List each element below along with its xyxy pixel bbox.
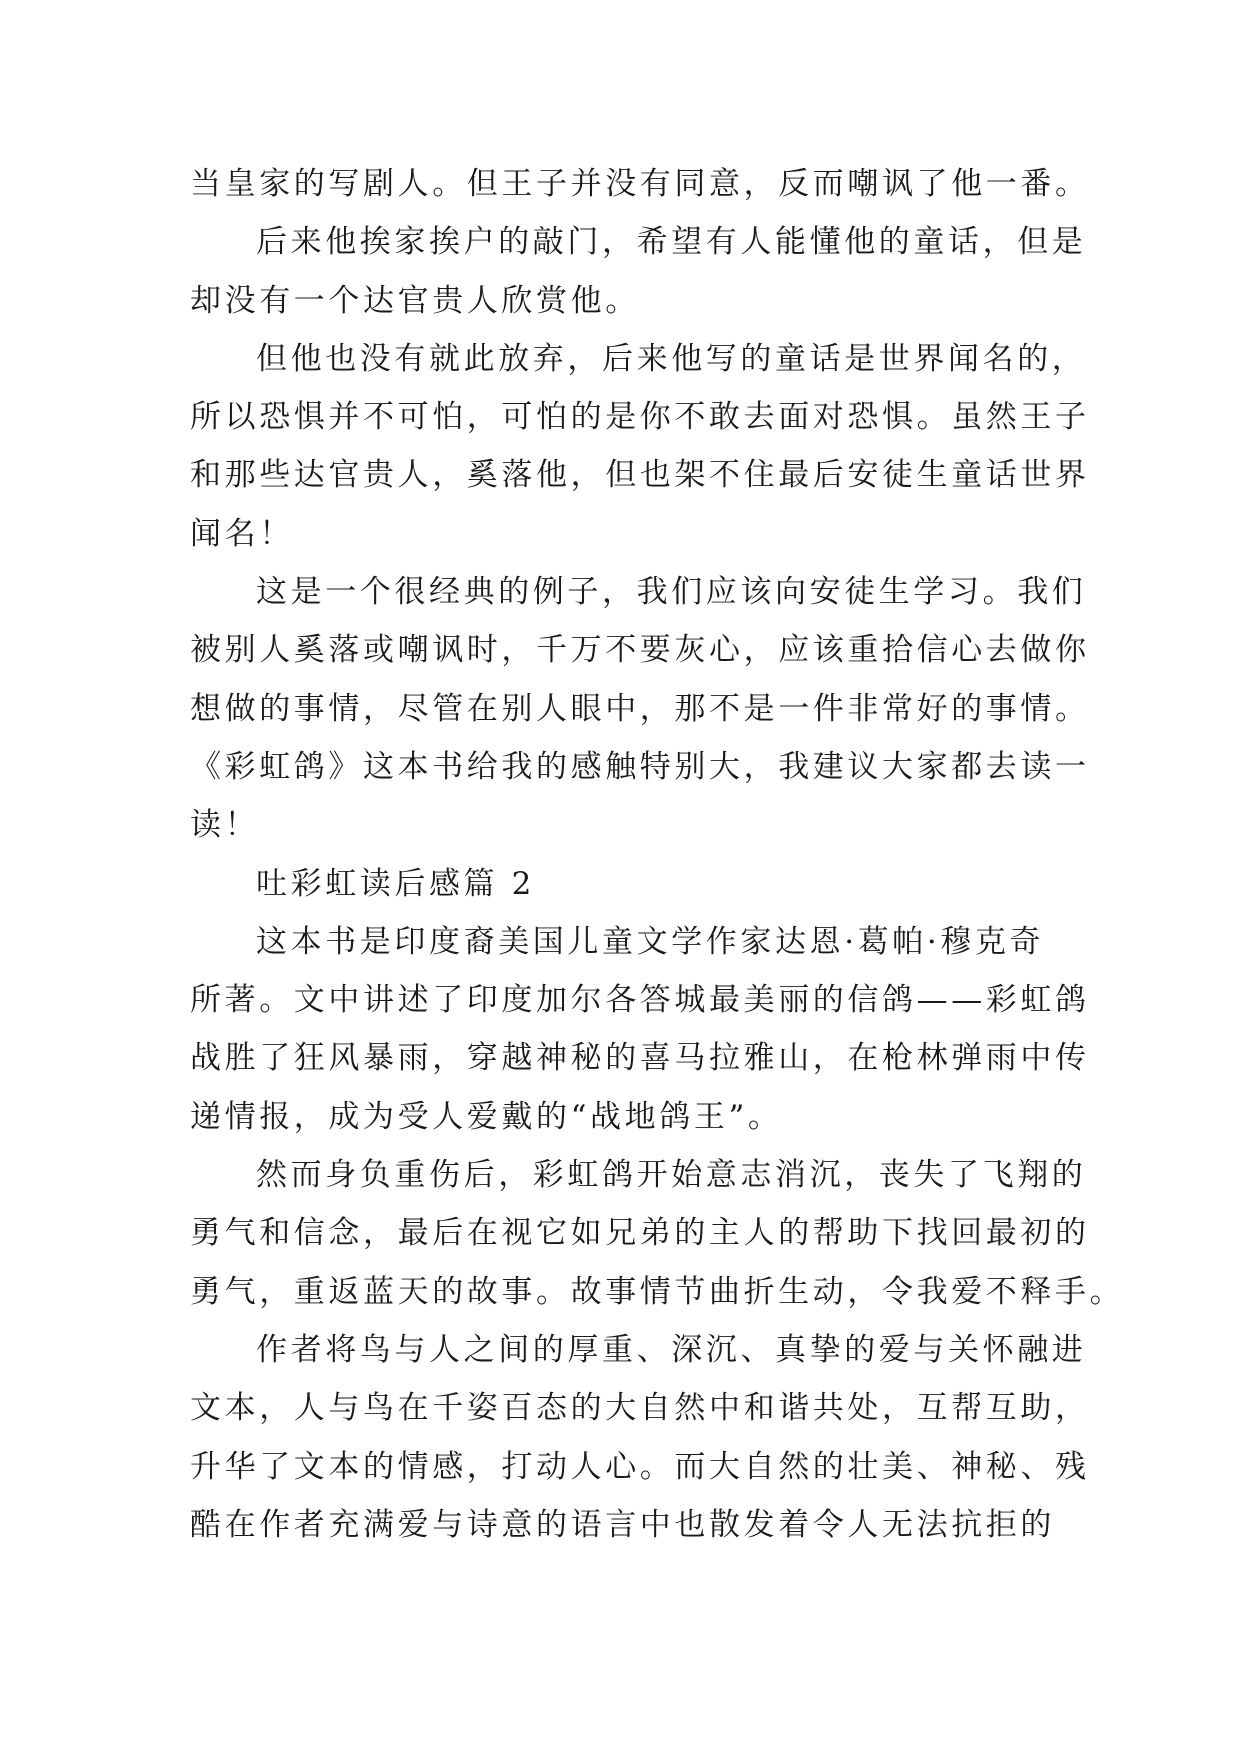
text-line: 这本书是印度裔美国儿童文学作家达恩·葛帕·穆克奇 (256, 923, 1045, 960)
text-line: 勇气和信念，最后在视它如兄弟的主人的帮助下找回最初的 (190, 1215, 1090, 1252)
text-line: 和那些达官贵人，奚落他，但也架不住最后安徒生童话世界 (190, 457, 1090, 494)
body-text (190, 155, 1125, 1554)
text-line: 但他也没有就此放弃，后来他写的童话是世界闻名的， (256, 340, 1087, 377)
text-line: 战胜了狂风暴雨，穿越神秘的喜马拉雅山，在枪林弹雨中传 (190, 1040, 1090, 1077)
text-line: 所以恐惧并不可怕，可怕的是你不敢去面对恐惧。虽然王子 (190, 399, 1090, 436)
text-line: 被别人奚落或嘲讽时，千万不要灰心，应该重拾信心去做你 (190, 632, 1090, 669)
text-line: 《彩虹鸽》这本书给我的感触特别大，我建议大家都去读一 (190, 748, 1090, 785)
text-line: 升华了文本的情感，打动人心。而大自然的壮美、神秘、残 (190, 1448, 1090, 1485)
text-line: 想做的事情，尽管在别人眼中，那不是一件非常好的事情。 (190, 690, 1090, 727)
text-line: 闻名！ (190, 515, 294, 552)
text-line: 这是一个很经典的例子，我们应该向安徒生学习。我们 (256, 574, 1087, 611)
text-line: 勇气，重返蓝天的故事。故事情节曲折生动，令我爱不释手。 (190, 1273, 1125, 1310)
text-line: 然而身负重伤后，彩虹鸽开始意志消沉，丧失了飞翔的 (256, 1157, 1087, 1194)
text-line: 读！ (190, 807, 260, 844)
text-line: 文本，人与鸟在千姿百态的大自然中和谐共处，互帮互助， (190, 1390, 1090, 1427)
text-line: 作者将鸟与人之间的厚重、深沉、真挚的爱与关怀融进 (256, 1331, 1087, 1368)
text-line: 递情报，成为受人爱戴的“战地鸽王”。 (190, 1098, 783, 1135)
text-line: 后来他挨家挨户的敲门，希望有人能懂他的童话，但是 (256, 224, 1087, 261)
text-line: 却没有一个达官贵人欣赏他。 (190, 282, 640, 319)
text-line: 当皇家的写剧人。但王子并没有同意，反而嘲讽了他一番。 (190, 166, 1090, 202)
text-line: 所著。文中讲述了印度加尔各答城最美丽的信鸽——彩虹鸽 (190, 982, 1090, 1019)
text-line: 酷在作者充满爱与诗意的语言中也散发着令人无法抗拒的 (190, 1506, 1055, 1543)
section-heading: 吐彩虹读后感篇 2 (256, 865, 535, 902)
